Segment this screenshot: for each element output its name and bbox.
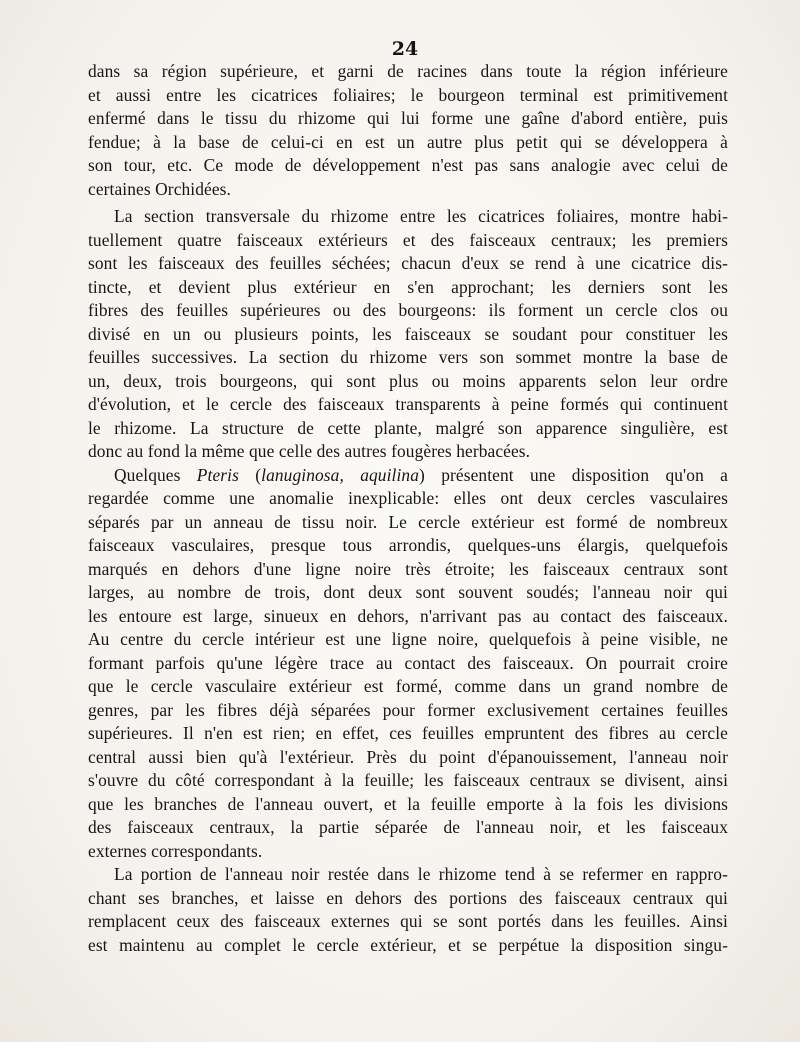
text-line: divisé en un ou plusieurs points, les faisceaux se soudant pour constituer les [88,323,728,344]
text-line: donc au fond la même que celle des autres fougères herbacées. [88,441,531,461]
text-line: est maintenu au complet le cercle extérieur, et se perpétue la disposition singu- [88,934,728,955]
text-line: enfermé dans le tissu du rhizome qui lui forme une gaîne d'abord entière, puis [88,108,728,128]
text-line: tincte, et devient plus extérieur en s'en approchant; les derniers sont les [88,276,728,297]
paragraph-1 [88,60,728,201]
text-line: fendue; à la base de celui-ci en est un autre plus petit qui se développera à [88,131,728,152]
body-text [88,60,728,957]
paragraph-4 [88,863,728,957]
text-line: que les branches de l'anneau ouvert, et la feuille emporte à la fois les divisions [88,793,728,814]
text-line: des faisceaux centraux, la partie séparée de l'anneau noir, et les faisceaux [88,817,728,837]
text-line: La section transversale du rhizome entre les cicatrices foliaires, montre habi- [114,206,728,226]
text-line: Quelques Pteris (lanuginosa, aquilina) présentent une disposition qu'on a [114,464,729,485]
text-line: d'évolution, et le cercle des faisceaux transparents à peine formés qui continuent [88,394,728,414]
text-line: s'ouvre du côté correspondant à la feuille; les faisceaux centraux se divisent, ainsi [88,770,728,790]
text-line: regardée comme une anomalie inexplicable: elles ont deux cercles vasculaires [88,488,728,508]
text-line: marqués en dehors d'une ligne noire très étroite; les faisceaux centraux sont [88,558,728,579]
text-line: que le cercle vasculaire extérieur est formé, comme dans un grand nombre de [88,676,728,696]
text-line: tuellement quatre faisceaux extérieurs et des faisceaux centraux; les premiers [88,229,728,250]
text-line: central aussi bien qu'à l'extérieur. Près du point d'épanouissement, l'anneau noir [88,746,728,767]
text-line: séparés par un anneau de tissu noir. Le cercle extérieur est formé de nombreux [88,511,728,532]
text-line: chant ses branches, et laisse en dehors des portions des faisceaux centraux qui [88,887,728,908]
text-line: feuilles successives. La section du rhizome vers son sommet montre la base de [88,347,728,367]
text-line: et aussi entre les cicatrices foliaires; le bourgeon terminal est primitivement [88,84,728,105]
text-line: formant parfois qu'une légère trace au contact des faisceaux. On pourrait croire [88,652,728,673]
text-line: le rhizome. La structure de cette plante, malgré son apparence singulière, est [88,417,728,438]
text-line: les entoure est large, sinueux en dehors, n'arrivant pas au contact des faisceaux. [88,605,728,626]
page-number: 24 [391,38,419,60]
text-line: Au centre du cercle intérieur est une ligne noire, quelquefois à peine visible, ne [88,629,728,649]
text-line: dans sa région supérieure, et garni de racines dans toute la région inférieure [88,61,728,81]
text-line: fibres des feuilles supérieures ou des bourgeons: ils forment un cercle clos ou [88,300,728,320]
text-line: larges, au nombre de trois, dont deux sont souvent soudés; l'anneau noir qui [88,582,728,602]
text-line: certaines Orchidées. [88,178,231,199]
text-line: La portion de l'anneau noir restée dans le rhizome tend à se refermer en rappro- [114,864,728,884]
text-line: un, deux, trois bourgeons, qui sont plus ou moins apparents selon leur ordre [88,370,728,391]
text-line: genres, par les fibres déjà séparées pour former exclusivement certaines feuilles [88,699,728,720]
text-line: sont les faisceaux des feuilles séchées; chacun d'eux se rend à une cicatrice dis- [88,253,728,273]
text-line: supérieures. Il n'en est rien; en effet, ces feuilles empruntent des fibres au cercle [88,723,728,743]
text-line: externes correspondants. [88,840,263,861]
text-line: remplacent ceux des faisceaux externes qui se sont portés dans les feuilles. Ainsi [88,911,728,931]
text-line: faisceaux vasculaires, presque tous arrondis, quelques-uns élargis, quelquefois [88,535,728,555]
paragraph-3 [88,464,728,864]
text-line: son tour, etc. Ce mode de développement n'est pas sans analogie avec celui de [88,155,728,175]
paragraph-2 [88,205,728,464]
